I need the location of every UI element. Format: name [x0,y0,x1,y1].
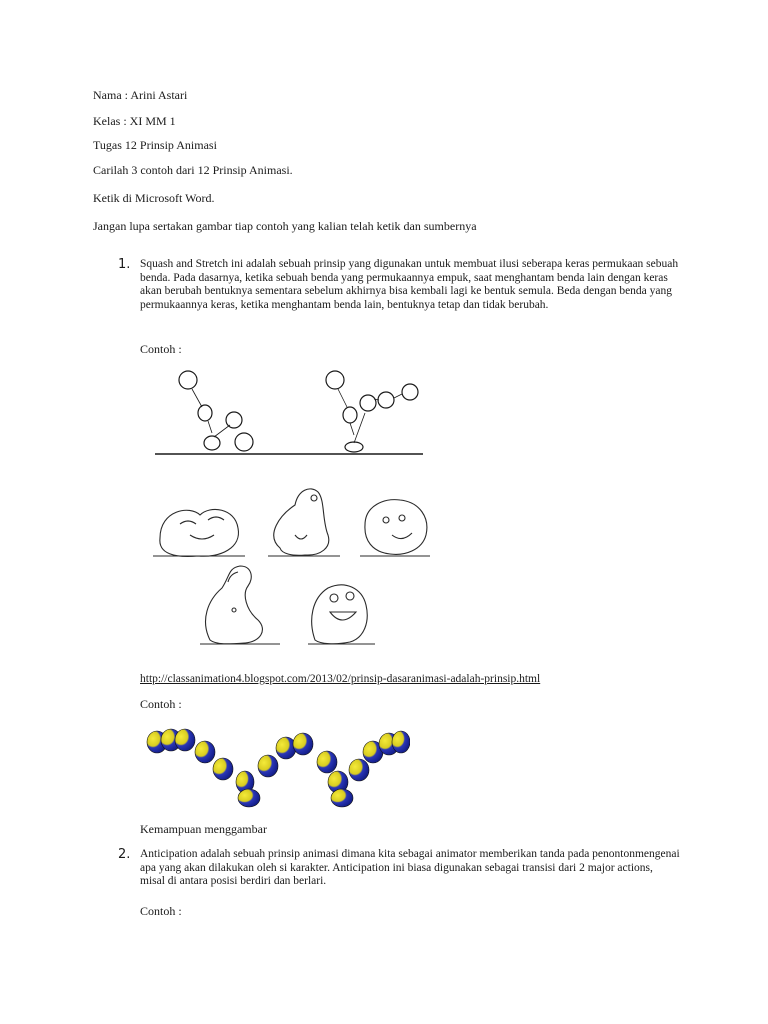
instruction-find: Carilah 3 contoh dari 12 Prinsip Animasi. [93,163,293,177]
figure-caption: Kemampuan menggambar [140,822,267,836]
student-class: Kelas : XI MM 1 [93,114,176,128]
blue-yellow-bouncing-balls [145,722,410,810]
anticipation-paragraph: Anticipation adalah sebuah prinsip animasi dimana kita sebagai animator memberikan tanda pada penontonmengenai apa yang akan dilakukan oleh si karakter. Anticipation ini biasa digunakan sebagai transisi dari 2 major actions, misal di antara posisi berdiri dan berlari. [140,848,680,888]
curled-character-sketch [200,566,280,644]
example-label-2: Contoh : [140,697,182,711]
example-label-3: Contoh : [140,904,182,918]
list-number-2: 2. [118,847,131,862]
squash-stretch-character-sketches [150,480,440,650]
round-character-sketch [360,500,430,556]
instruction-images: Jangan lupa sertakan gambar tiap contoh yang kalian telah ketik dan sumbernya [93,219,477,233]
task-title: Tugas 12 Prinsip Animasi [93,138,217,152]
laughing-character-sketch [308,585,375,644]
squashed-character-sketch [153,509,245,556]
student-name: Nama : Arini Astari [93,88,188,102]
instruction-type: Ketik di Microsoft Word. [93,191,215,205]
squash-stretch-paragraph: Squash and Stretch ini adalah sebuah prinsip yang digunakan untuk membuat ilusi seberapa keras permukaan sebuah benda. Pada dasarnya, ketika sebuah benda yang permukaannya empuk, saat menghantam benda lain dengan keras akan berubah bentuknya sementara sebelum akhirnya bisa kembali lagi ke bentuk semula. Beda dengan benda yang permukaannya keras, ketika menghantam benda lain, bentuknya tetap dan tidak berubah. [140,258,679,311]
stretched-bean-sketch [268,489,340,556]
example-label: Contoh : [140,342,182,356]
bouncing-ball-illustration [150,365,430,460]
list-number-1: 1. [118,257,131,272]
source-link[interactable]: http://classanimation4.blogspot.com/2013/02/prinsip-dasaranimasi-adalah-prinsip.html [140,673,541,685]
